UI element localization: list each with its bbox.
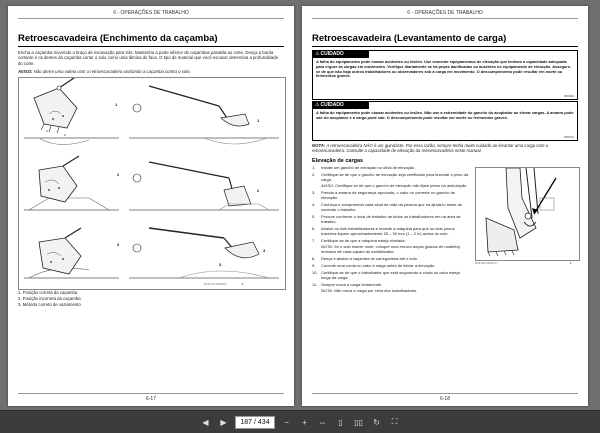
two-page-icon[interactable]: ▯▯	[354, 417, 363, 427]
step-number: 1.	[312, 165, 316, 170]
aviso-label: AVISO:	[18, 69, 33, 74]
list-item: 3. Método correto de vaziamento	[18, 302, 81, 307]
step-text	[321, 166, 470, 171]
step-text	[321, 264, 470, 269]
caution-box	[312, 50, 578, 100]
list-item: 1. Posição correta da caçamba	[18, 290, 78, 295]
step-note: NOTA: Se o solo estiver mole, coloque uma escora ampla (placas de madeira) embaixo de cada sapata do estabilizador.	[321, 243, 461, 254]
step-number: 11.	[312, 282, 318, 288]
step-body: Certifique-se de que o gancho de elevação seja certificado para levantar o peso da carga.	[321, 172, 469, 182]
step-number: 5.	[312, 214, 316, 219]
figure-number: 1	[570, 261, 572, 265]
figure-label: 3	[263, 248, 266, 253]
panel-incorrect-position-2	[129, 162, 279, 210]
list-item: 2. Posição incorreta da caçamba	[18, 296, 81, 301]
section-subheading: Elevação de cargas	[312, 158, 364, 164]
page-footer: 6-18	[312, 393, 578, 402]
caution-box	[312, 101, 578, 141]
note-label: NOTA:	[312, 143, 326, 148]
note-paragraph	[312, 143, 578, 154]
figure-label: 2	[257, 188, 260, 193]
step-text	[321, 203, 470, 213]
step-number: 10.	[312, 270, 318, 276]
page-header: 6 - OPERAÇÕES DE TRABALHO	[312, 10, 578, 19]
fit-width-icon[interactable]: ⇔	[318, 417, 327, 427]
warning-triangle-icon: ⚠	[315, 51, 320, 57]
lifting-figure	[475, 167, 580, 261]
list-item	[312, 191, 470, 201]
list-item	[312, 271, 470, 281]
panel-correct-position-2	[129, 86, 279, 144]
intro-paragraph: Encha a caçamba movendo o braço de escavação para trás. Mantenha a parte inferior de caçambas paralela ao corte. Desça a borda cortante e os dentes da caçamba cortar o solo como uma lâmina de faca. O tipo de material que você escavar determina a profundidade do corte.	[18, 50, 279, 66]
step-text	[321, 283, 470, 294]
step-body: Prenda a amarra de segurança aprovada, o cabo ou corrente no gancho de elevação.	[321, 190, 456, 200]
zoom-in-icon[interactable]: +	[302, 417, 307, 427]
step-number: 7.	[312, 238, 316, 243]
excavation-illustration	[19, 78, 285, 289]
list-item	[312, 283, 470, 294]
right-page	[302, 6, 588, 406]
page-title: Retroescavadeira (Levantamento de carga)	[312, 33, 507, 44]
caution-header	[313, 51, 369, 58]
single-page-icon[interactable]: ▯	[338, 417, 343, 427]
step-number: 3.	[312, 190, 316, 195]
caution-code: W0040A	[564, 95, 574, 98]
page-footer: 6-17	[18, 393, 284, 402]
page-number-input[interactable]: 187 / 434	[235, 416, 274, 429]
step-body: Abaixe os dois estabilizadores e levante a máquina para que os dois pneus traseiros fiquem aproximadamente 25 – 50 mm (1 – 2 in) acima do solo.	[321, 226, 455, 236]
panel-incorrect-position	[24, 156, 119, 210]
caution-text: A falha do equipamento pode causar acidentes ou lesões. Não use a extremidade do gancho do acoplador ao elevar cargas. A amarra pode sair do acoplador e a carga pode cair. O descumprimento pode resultar em morte ou ferimentos graves.	[316, 110, 574, 120]
aviso-note	[18, 69, 284, 74]
list-item	[312, 203, 470, 213]
lifting-steps-list	[312, 166, 470, 296]
title-rule	[312, 46, 578, 47]
figure-code: BAIL09CAE00107	[475, 261, 498, 265]
page-title: Retroescavadeira (Enchimento da caçamba)	[18, 33, 218, 44]
warning-triangle-icon: ⚠	[315, 102, 320, 108]
caution-label: CUIDADO	[320, 102, 344, 108]
figure-label: 3	[117, 242, 120, 247]
next-page-icon[interactable]: ▶	[220, 417, 227, 427]
step-body: Conecte uma corda ou cabo à carga antes de iniciar a elevação.	[321, 263, 436, 268]
title-rule	[18, 46, 284, 47]
prev-page-icon[interactable]: ◀	[202, 417, 209, 427]
figure-label: 2	[117, 172, 120, 177]
step-body: Conheça e compreenda cada sinal de mão da pessoa que irá ajudá-lo antes de conectar o trabalho.	[321, 202, 462, 212]
panel-emptying-method-2	[129, 228, 279, 278]
step-text	[321, 227, 470, 237]
step-text	[321, 257, 470, 262]
page-header: 6 - OPERAÇÕES DE TRABALHO	[18, 10, 284, 19]
step-body: Procure conhecer o local de trabalho de todos os trabalhadores em na área de trabalho.	[321, 214, 461, 224]
rotate-icon[interactable]: ↻	[373, 417, 380, 427]
figure-code: BAIL07CAE00001	[204, 282, 227, 286]
step-number: 4.	[312, 202, 316, 207]
step-text	[321, 215, 470, 225]
caution-label: CUIDADO	[320, 51, 344, 57]
caution-text: A falha do equipamento pode causar acidentes ou lesões. Use somente equipamentos de elevação que tenham a capacidade adequada para erguer as cargas em movimento. Verifique diariamente se há peças danificadas ou ausentes no equipamento de elevação. Assegure-se de que não haja outros trabalhadores ou observadores sob a carga em movimento. O descumprimento pode resultar em morte ou ferimentos graves.	[316, 59, 572, 79]
step-number: 8.	[312, 255, 316, 261]
aviso-text: Não aterre uma valeta com a retroescavadeira oscilando a caçamba contra o solo.	[33, 69, 191, 74]
figure-number: 1	[242, 282, 244, 286]
step-number: 9.	[312, 263, 316, 268]
caution-header	[313, 102, 369, 109]
step-body: Certifique-se de que a máquina esteja nivelada.	[321, 238, 406, 243]
fullscreen-icon[interactable]: ⛶	[391, 417, 398, 426]
caution-code: W0157A	[564, 136, 574, 139]
step-number: 2.	[312, 172, 316, 178]
excavation-figure	[18, 77, 286, 290]
left-page	[8, 6, 294, 406]
list-item	[312, 239, 470, 255]
step-body: Certifique-se de que o trabalhador que está segurando a corda ou cabo esteja longe da carga.	[321, 270, 460, 280]
viewer-toolbar	[0, 410, 600, 433]
step-number: 6.	[312, 226, 316, 231]
figure-legend-list	[18, 290, 284, 308]
zoom-out-icon[interactable]: −	[284, 417, 289, 427]
panel-emptying-method	[24, 228, 119, 278]
step-body: Sempre mova a carga lentamente.	[321, 282, 383, 288]
list-item	[312, 264, 470, 269]
step-text	[321, 191, 470, 201]
step-body: Desça e abaixe a caçamba de carregadeira até o solo.	[321, 255, 418, 261]
step-text	[321, 271, 470, 281]
step-body: Instale um gancho de elevação no olhal de elevação.	[321, 165, 416, 170]
step-note: NOTA: Não mova a carga por cima dos trabalhadores.	[321, 288, 418, 293]
step-text	[321, 239, 470, 255]
figure-label: 3	[219, 262, 222, 267]
panel-correct-position	[24, 78, 119, 145]
figure-label: 1	[257, 118, 260, 123]
figure-label: 1	[115, 102, 118, 107]
list-item	[312, 257, 470, 262]
list-item	[312, 227, 470, 237]
list-item	[312, 215, 470, 225]
list-item	[312, 166, 470, 171]
lifting-illustration	[476, 168, 579, 260]
list-item	[312, 173, 470, 189]
step-text	[321, 173, 470, 189]
note-text: A retroescavadeira NÃO é um guindaste. Por essa razão, sempre tenha muito cuidado ao levantar uma carga com a retroescavadeira. Consulte a capacidade de elevação da retroescavadeira neste manual.	[312, 143, 549, 154]
step-note: AVISO: Certifique-se de que o gancho de elevação não fique preso na articulação.	[321, 182, 468, 188]
